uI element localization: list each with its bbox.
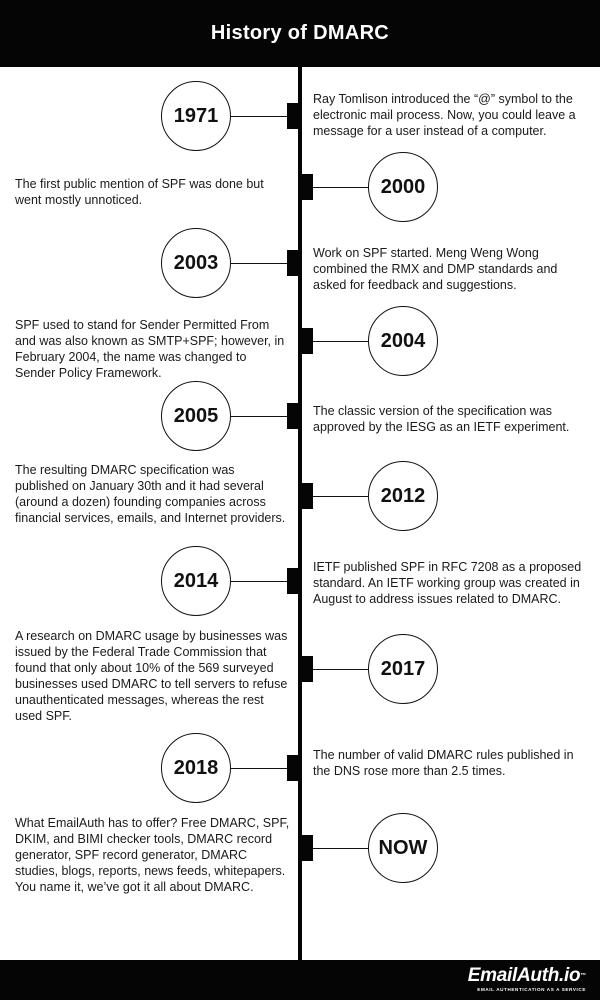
year-circle-2005: 2005 [161, 381, 231, 451]
event-text-2014: IETF published SPF in RFC 7208 as a proposed standard. An IETF working group was created in August to address issues related to DMARC. [313, 560, 582, 606]
connector-2018 [231, 768, 287, 769]
event-text-2003: Work on SPF started. Meng Weng Wong combined the RMX and DMP standards and asked for feedback and suggestions. [313, 246, 558, 292]
year-circle-2017: 2017 [368, 634, 438, 704]
page-title: History of DMARC [210, 22, 390, 44]
timeline-marker-2014 [287, 568, 301, 594]
event-text-2005: The classic version of the specification was approved by the IESG as an IETF experiment. [313, 404, 570, 434]
year-circle-2004: 2004 [368, 306, 438, 376]
connector-1971 [231, 116, 287, 117]
connector-2017 [313, 669, 368, 670]
timeline-axis [298, 67, 302, 960]
event-text-1971: Ray Tomlison introduced the “@” symbol to the electronic mail process. Now, you could leave a message for a user instead of a computer. [313, 92, 576, 138]
timeline-marker-2004 [299, 328, 313, 354]
connector-2003 [231, 263, 287, 264]
timeline-marker-1971 [287, 103, 301, 129]
timeline-marker-2018 [287, 755, 301, 781]
year-circle-2003: 2003 [161, 228, 231, 298]
connector-2000 [313, 187, 368, 188]
year-circle-2000: 2000 [368, 152, 438, 222]
timeline-marker-2005 [287, 403, 301, 429]
timeline-marker-now [299, 835, 313, 861]
brand-name: EmailAuth.io [467, 965, 581, 986]
year-circle-1971: 1971 [161, 81, 231, 151]
event-text-2000: The first public mention of SPF was done but went mostly unnoticed. [15, 177, 264, 207]
event-text-2004: SPF used to stand for Sender Permitted From and was also known as SMTP+SPF; however, in February 2004, the name was changed to Sender Policy Framework. [15, 318, 285, 380]
connector-2004 [313, 341, 368, 342]
timeline-marker-2017 [299, 656, 313, 682]
timeline-marker-2000 [299, 174, 313, 200]
brand-tagline: EMAIL AUTHENTICATION AS A SERVICE [477, 987, 586, 992]
timeline-marker-2003 [287, 250, 301, 276]
event-text-2018: The number of valid DMARC rules published in the DNS rose more than 2.5 times. [313, 748, 574, 778]
year-circle-2012: 2012 [368, 461, 438, 531]
connector-2012 [313, 496, 368, 497]
brand-logo[interactable] [468, 966, 586, 994]
year-circle-2018: 2018 [161, 733, 231, 803]
event-text-2017: A research on DMARC usage by businesses was issued by the Federal Trade Commission that found that only about 10% of the 569 surveyed businesses used DMARC to tell servers to refuse unauthenticated messages, whereas the rest used SPF. [15, 629, 288, 723]
connector-2014 [231, 581, 287, 582]
event-text-2012: The resulting DMARC specification was published on January 30th and it had several (around a dozen) founding companies across financial services, emails, and Internet providers. [15, 463, 286, 525]
connector-2005 [231, 416, 287, 417]
trademark-symbol: ™ [580, 973, 586, 979]
year-circle-2014: 2014 [161, 546, 231, 616]
event-text-now: What EmailAuth has to offer? Free DMARC, SPF, DKIM, and BIMI checker tools, DMARC record generator, SPF record generator, DMARC studies, blogs, reports, news feeds, whitepapers. You name it, we’ve got it all about DMARC. [15, 816, 290, 894]
timeline-marker-2012 [299, 483, 313, 509]
connector-now [313, 848, 368, 849]
year-circle-now: NOW [368, 813, 438, 883]
header-bar [0, 0, 600, 67]
footer-bar [0, 960, 600, 1000]
